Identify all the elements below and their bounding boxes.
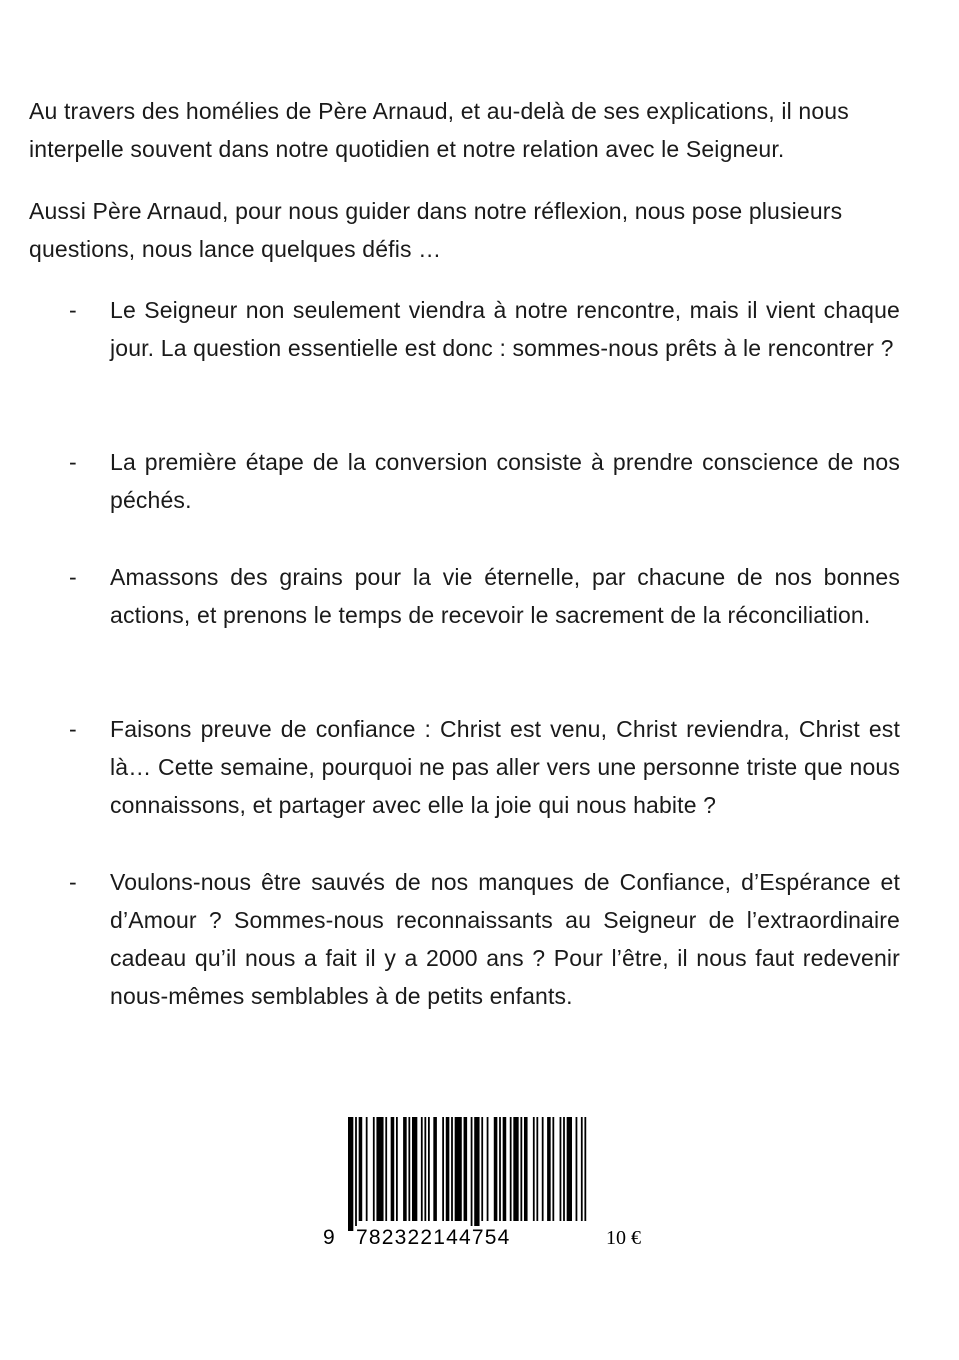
barcode-bar [366, 1117, 368, 1221]
barcode-bar [446, 1117, 450, 1221]
list-item-text: Amassons des grains pour la vie éternelle, par chacune de nos bonnes actions, et prenons le temps de recevoir le sacrement de la réconciliation. [110, 564, 900, 628]
barcode-bar [547, 1117, 551, 1221]
barcode-bar [567, 1117, 572, 1221]
barcode-bar [563, 1117, 565, 1221]
barcode-bar [428, 1117, 430, 1221]
barcode-bar [536, 1117, 538, 1221]
barcode-bar [421, 1117, 423, 1221]
isbn-first-digit: 9 [323, 1226, 336, 1249]
barcode-bar [373, 1117, 375, 1221]
barcode-bar [487, 1117, 489, 1221]
barcode-bar [520, 1117, 522, 1221]
barcode-bar [542, 1117, 544, 1221]
barcode-bar [471, 1117, 473, 1231]
barcode-bar [391, 1117, 395, 1221]
barcode-bar [481, 1117, 483, 1221]
barcode-bar [396, 1117, 398, 1221]
barcode-bar [524, 1117, 528, 1221]
barcode-bar [581, 1117, 583, 1221]
barcode-bar [455, 1117, 462, 1221]
bullet-dash: - [69, 449, 77, 475]
list-item-text: Le Seigneur non seulement viendra à notre rencontre, mais il vient chaque jour. La question essentielle est donc : sommes-nous prêts à le rencontrer ? [110, 297, 900, 361]
bullet-dash: - [69, 564, 77, 590]
list-item-text: La première étape de la conversion consiste à prendre conscience de nos péchés. [110, 449, 900, 513]
barcode-bar [533, 1117, 535, 1221]
list-item-text: Faisons preuve de confiance : Christ est venu, Christ reviendra, Christ est là… Cette semaine, pourquoi ne pas aller vers une personne triste que nous connaissons, et partager avec elle la joie qui nous habite ? [110, 716, 900, 818]
barcode-bar [513, 1117, 518, 1221]
bullet-dash: - [69, 297, 77, 323]
bullet-dash: - [69, 716, 77, 742]
list-item-text: Voulons-nous être sauvés de nos manques de Confiance, d’Espérance et d’Amour ? Sommes-nous reconnaissants au Seigneur de l’extraordinaire cadeau qu’il nous a fait il y a 2000 ans ? Pour l’être, il nous faut redevenir nous-mêmes semblables à de petits enfants. [110, 869, 900, 1009]
barcode-bar [510, 1117, 512, 1221]
barcode-bar [442, 1117, 444, 1221]
isbn-digits: 782322144754 [356, 1226, 511, 1249]
barcode-bar [359, 1117, 363, 1221]
barcode-bar [560, 1117, 562, 1221]
price-label: 10 € [606, 1227, 641, 1249]
barcode-bar [451, 1117, 453, 1221]
barcode-bar [403, 1117, 407, 1221]
barcode-bar [424, 1117, 426, 1221]
barcode-bar [474, 1117, 479, 1231]
barcode-bar [385, 1117, 387, 1221]
barcode-bar [494, 1117, 498, 1221]
barcode-bar [499, 1117, 501, 1221]
barcode-bar [355, 1117, 357, 1231]
barcode-bar [348, 1117, 353, 1231]
intro-paragraph-1: Au travers des homélies de Père Arnaud, et au-delà de ses explications, il nous interpelle souvent dans notre quotidien et notre relation avec le Seigneur. [29, 98, 849, 162]
barcode-bar [412, 1117, 417, 1221]
barcode-bar [408, 1117, 410, 1221]
bullet-dash: - [69, 869, 77, 895]
barcode-bar [552, 1117, 554, 1221]
barcode-bar [433, 1117, 437, 1221]
barcode-bar [376, 1117, 383, 1221]
barcode-bar [503, 1117, 507, 1221]
barcode-bar [464, 1117, 468, 1221]
intro-paragraph-2: Aussi Père Arnaud, pour nous guider dans notre réflexion, nous pose plusieurs questions, nous lance quelques défis … [29, 198, 843, 262]
barcode-image [348, 1117, 588, 1231]
barcode-bar [576, 1117, 578, 1221]
barcode-bar [584, 1117, 586, 1221]
